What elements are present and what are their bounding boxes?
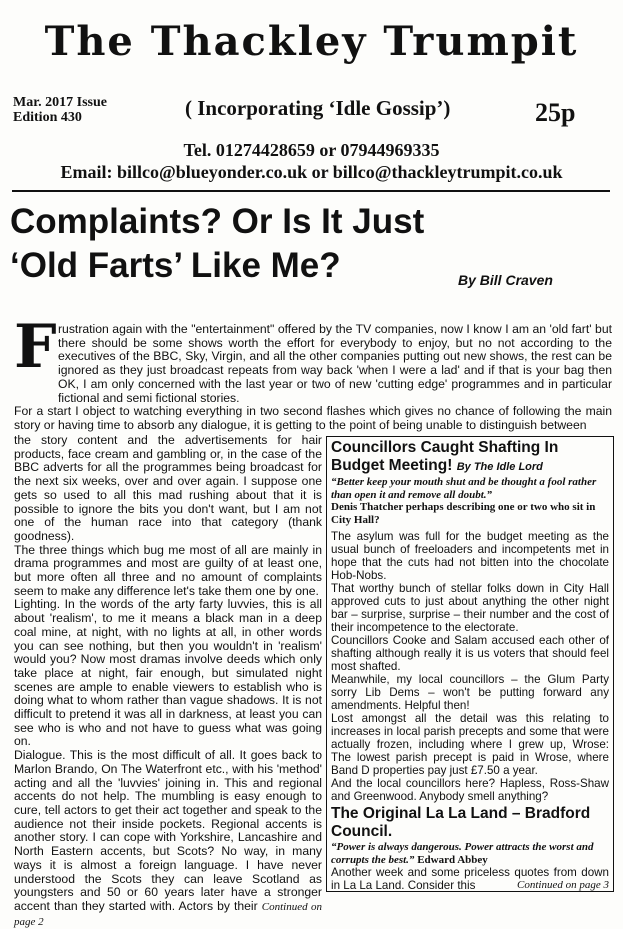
sidebar-quote-attribution: Denis Thatcher perhaps describing one or two who sit in City Hall? bbox=[331, 501, 596, 526]
incorporating-line: ( Incorporating ‘Idle Gossip’) bbox=[185, 96, 451, 120]
sidebar-headline-text: Councillors Caught Shafting In Budget Meeting! bbox=[331, 439, 559, 474]
sidebar-box bbox=[326, 436, 614, 892]
sidebar-headline-2: The Original La La Land – Bradford Council. bbox=[331, 805, 591, 840]
sidebar-paragraph: That worthy bunch of stellar folks down in City Hall approved cuts to just about anything the other night bar – surprise, surprise – their number and the cost of their incompetence to the electorate. bbox=[331, 582, 609, 634]
sidebar-byline: By The Idle Lord bbox=[456, 461, 543, 473]
paragraph-lighting: Lighting. In the words of the arty farty luvvies, this is all about 'realism', to me it means a black man in a deep coal mine, at night, with no lights at all, in other words you can see nothing, but then you wouldn't in 'realism' would you? Now most dramas involve deeds which only take place at night, fair enough, but simulated night scenes are ample to enable viewers to establish who is doing what to whom rather than vague shadows. It is not difficult to pretend it was all in darkness, at least you can see who is who and not have to guess what was going on. bbox=[14, 597, 322, 749]
paragraph-2-full: For a start I object to watching everything in two second flashes which gives no chance of following the main story or having time to absorb any dialogue, it is getting to the point of being unable to distinguish between bbox=[14, 404, 612, 432]
sidebar-paragraph bbox=[331, 866, 609, 892]
sidebar-paragraph-7: Another week and some priceless quotes from down in La La Land. Consider this bbox=[331, 866, 609, 892]
paragraph-2-column: the story content and the advertisements for hair products, face cream and gambling or, in the case of the BBC adverts for all the programmes being broadcast for the next six weeks, over and over again. I suppose one gets so used to all this mad rushing about that it is possible to ignore the bits you don't want, but I am not one of the human race into that category (thank goodness). bbox=[14, 433, 322, 543]
sidebar-quote-2-attribution: Edward Abbey bbox=[417, 853, 488, 866]
article-intro bbox=[14, 312, 612, 433]
price: 25p bbox=[535, 98, 576, 127]
paragraph-3: The three things which bug me most of all are mainly in drama programmes and most are guilty of at least one, but more often all three and no amount of complaints seem to make any difference let's take them one by one. bbox=[14, 542, 322, 598]
sidebar-headline bbox=[331, 439, 609, 476]
drop-cap: F bbox=[14, 312, 57, 382]
sidebar-paragraph: The asylum was full for the budget meeting as the usual bunch of freeloaders and incompetents met in hope that the cuts had not bitten into the chocolate Hob-Nobs. bbox=[331, 530, 609, 582]
masthead-title: The Thackley Trumpit bbox=[44, 18, 579, 65]
article-left-column bbox=[14, 434, 322, 929]
intro-paragraph: rustration again with the "entertainment" offered by the TV companies, now I know I am an 'old fart' but there should be some shows worth the effort for everybody to enjoy, but no not according to the executives of the BBC, Sky, Virgin, and all the other companies putting out new shows, the rest can be ignored as they just broadcast repeats from way back 'when I were a lad' and if that is your bag then OK, I am only concerned with the last year or two of new 'cutting edge' programmes and in particular fictional and semi fictional stories. bbox=[58, 322, 612, 405]
issue-info bbox=[13, 95, 107, 125]
telephone-line: Tel. 01274428659 or 07944969335 bbox=[183, 140, 440, 160]
sidebar-paragraph: And the local councillors here? Hapless, Ross-Shaw and Greenwood. Anybody smell anything? bbox=[331, 777, 609, 803]
continued-page-2: Continued on page 2 bbox=[14, 900, 322, 928]
sidebar-quote-2-text: “Power is always dangerous. Power attracts the worst and corrupts the best.” bbox=[331, 841, 594, 866]
headline-line-1: Complaints? Or Is It Just bbox=[10, 202, 425, 241]
article-byline: By Bill Craven bbox=[458, 272, 553, 288]
issue-date: Mar. 2017 Issue bbox=[13, 95, 107, 110]
paragraph-dialogue-text: Dialogue. This is the most difficult of all. It goes back to Marlon Brando, On The Waterfront etc., with his 'method' acting and all the 'luvvies' joining in. This and regional accents do not help. The mumbling is easy enough to cure, tell actors to get their act together and speak to the audience not their inside pockets. Regional accents is another story. I can cope with Yorkshire, Lancashire and North Eastern accents, but Scots? No way, in many ways it is almost a foreign language. I have never understood the Scots they can leave Scotland as youngsters and 50 or 60 years later have a stronger accent than they started with. Actors by their bbox=[14, 748, 322, 913]
sidebar-quote-2 bbox=[331, 841, 609, 866]
sidebar-paragraph: Meanwhile, my local councillors – the Glum Party sorry Lib Dems – won't be putting forward any amendments. Helpful then! bbox=[331, 673, 609, 712]
continued-page-3: Continued on page 3 bbox=[517, 879, 609, 891]
header-rule bbox=[12, 190, 610, 192]
headline-line-2: ‘Old Farts’ Like Me? bbox=[10, 246, 341, 285]
email-line: Email: billco@blueyonder.co.uk or billco@thackleytrumpit.co.uk bbox=[60, 162, 563, 182]
sidebar-quote: “Better keep your mouth shut and be thought a fool rather than open it and remove all doubt.” bbox=[331, 476, 597, 501]
issue-edition: Edition 430 bbox=[13, 110, 82, 125]
sidebar-paragraph: Lost amongst all the detail was this relating to increases in local parish precepts and some that were actually frozen, including where I grew up, Wrose: The lowest parish precept is paid in Wrose, where Band D properties pay just £7.50 a year. bbox=[331, 712, 609, 777]
sidebar-paragraph: Councillors Cooke and Salam accused each other of shafting although really it is us voters that should feel most shafted. bbox=[331, 634, 609, 673]
paragraph-dialogue bbox=[14, 749, 322, 929]
